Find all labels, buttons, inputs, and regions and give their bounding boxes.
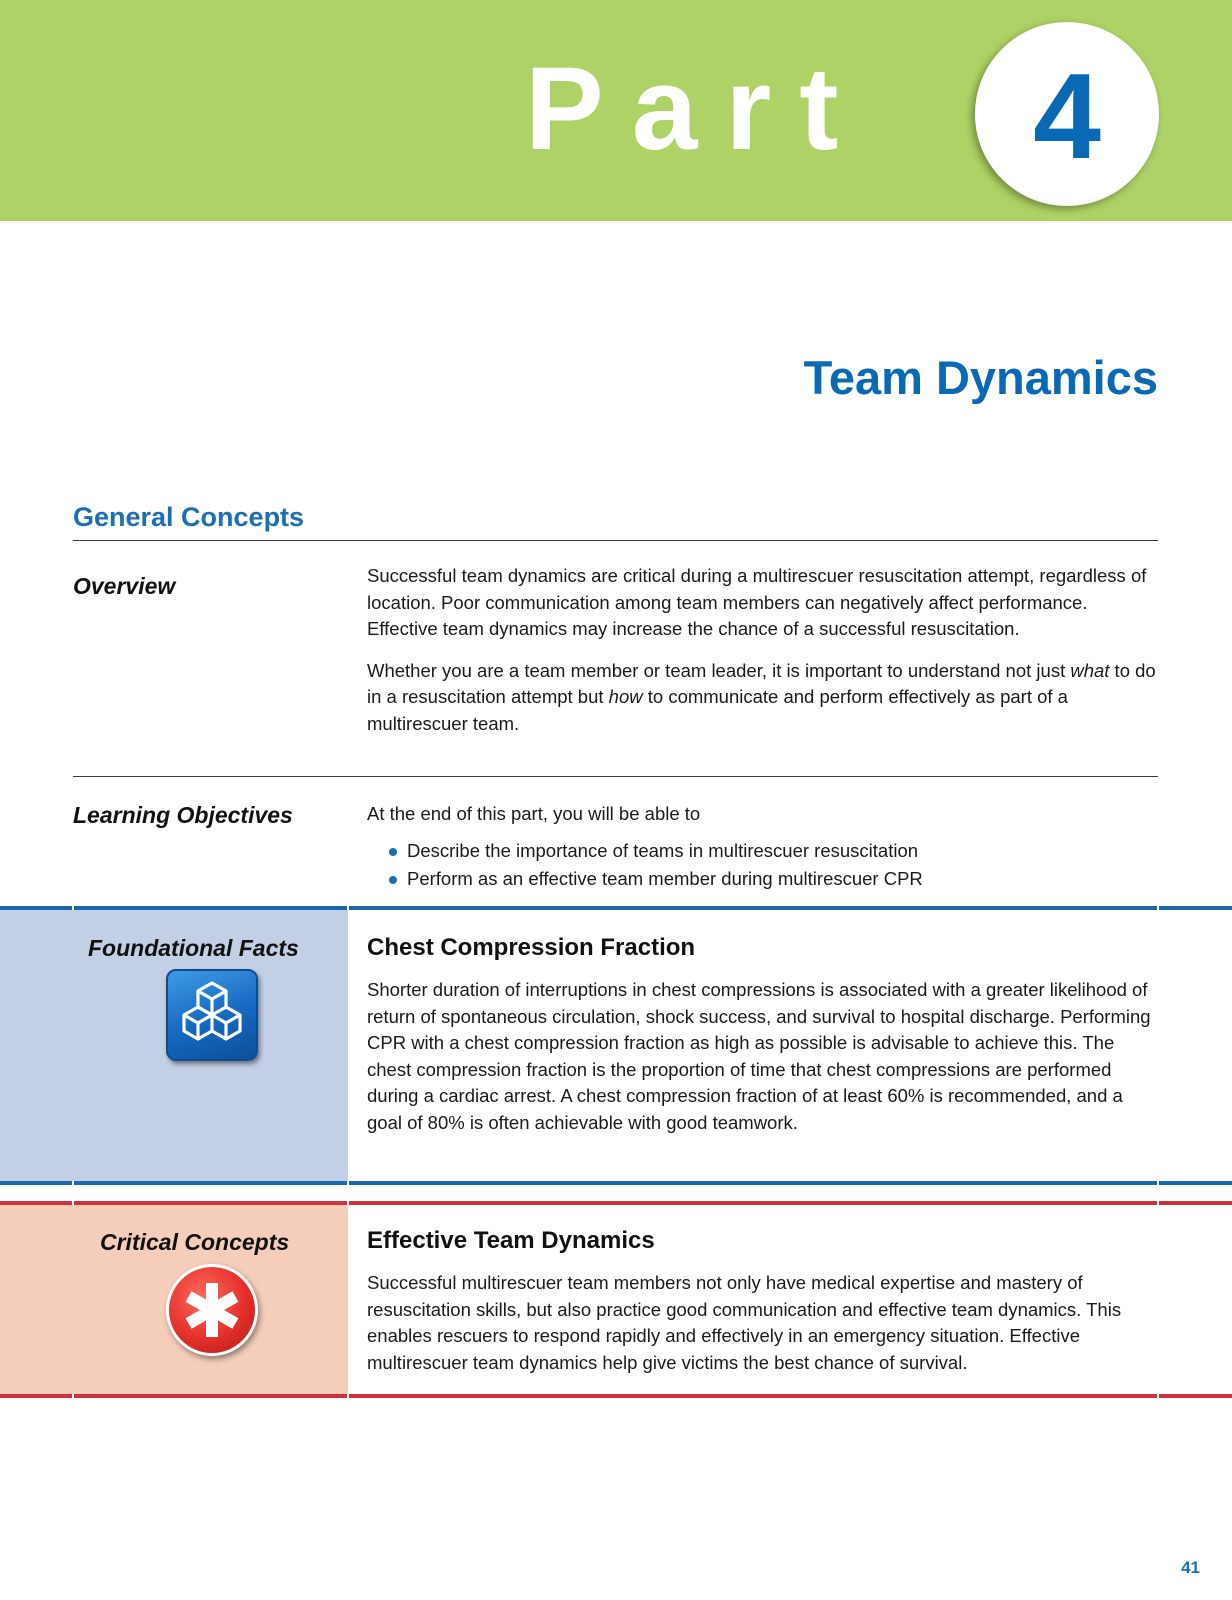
- foundational-facts-body: Shorter duration of interruptions in chest compressions is associated with a greater likelihood of return of spontaneous circulation, shock success, and survival to hospital discharge. Performing CPR with a chest compression fraction as high as possible is advisable to achieve this. The chest compression fraction is the proportion of time that chest compressions are performed during a cardiac arrest. A chest compression fraction of at least 60% is recommended, and a goal of 80% is often achievable with good teamwork.: [367, 979, 1151, 1133]
- critical-concepts-bottom-rule: [0, 1394, 1232, 1398]
- stacked-cubes-icon: [166, 969, 258, 1061]
- learning-objectives-label: Learning Objectives: [73, 802, 293, 828]
- part-number: 4: [1033, 48, 1101, 184]
- foundational-facts-box: [0, 907, 1232, 1185]
- page-title: Team Dynamics: [803, 351, 1158, 404]
- overview-paragraph-1: Successful team dynamics are critical during a multirescuer resuscitation attempt, regardless of location. Poor communication among team members can negatively affect performance. Effective team dynamics may increase the chance of a successful resuscitation.: [367, 565, 1147, 639]
- list-item: Perform as an effective team member during multirescuer CPR: [367, 865, 1157, 894]
- foundational-facts-label: Foundational Facts: [88, 935, 299, 961]
- page-number: 41: [1181, 1558, 1200, 1577]
- list-item: Describe the importance of teams in multirescuer resuscitation: [367, 837, 1157, 866]
- divider: [73, 540, 1158, 541]
- critical-concepts-title: Effective Team Dynamics: [367, 1227, 655, 1254]
- overview-body: [367, 563, 1157, 737]
- overview-text: Whether you are a team member or team leader, it is important to understand not just: [367, 659, 1071, 681]
- critical-concepts-label: Critical Concepts: [100, 1229, 290, 1255]
- part-number-badge: [975, 22, 1159, 206]
- foundational-facts-title: Chest Compression Fraction: [367, 934, 696, 961]
- overview-label: Overview: [73, 573, 176, 599]
- critical-concepts-box: [0, 1202, 1232, 1397]
- foundational-facts-top-rule: [0, 906, 1232, 910]
- foundational-facts-bottom-rule: [0, 1181, 1232, 1185]
- learning-objectives-intro: At the end of this part, you will be able to: [367, 803, 701, 824]
- overview-text: to communicate and perform effectively as part of a multirescuer team.: [367, 686, 1068, 734]
- overview-emphasis-how: how: [608, 686, 643, 707]
- critical-concepts-top-rule: [0, 1201, 1232, 1205]
- overview-emphasis-what: what: [1070, 659, 1110, 681]
- learning-objectives-body: [367, 801, 1157, 894]
- overview-paragraph-2: [367, 658, 1157, 738]
- critical-concepts-body: Successful multirescuer team members not only have medical expertise and mastery of resuscitation skills, but also practice good communication and effective team dynamics. This enables rescuers to respond rapidly and effectively in an emergency situation. Effective multirescuer team dynamics help give victims the best chance of survival.: [367, 1272, 1122, 1373]
- part-word: Part: [525, 43, 867, 175]
- section-heading-general-concepts: General Concepts: [73, 502, 305, 532]
- asterisk-icon: [166, 1264, 258, 1356]
- part-header-band: [0, 0, 1232, 221]
- learning-objectives-list: [367, 837, 1157, 894]
- foundational-facts-panel: [0, 907, 348, 1185]
- overview-text: to do in a resuscitation attempt but: [367, 659, 1156, 707]
- divider: [73, 776, 1158, 777]
- critical-concepts-panel: [0, 1202, 348, 1397]
